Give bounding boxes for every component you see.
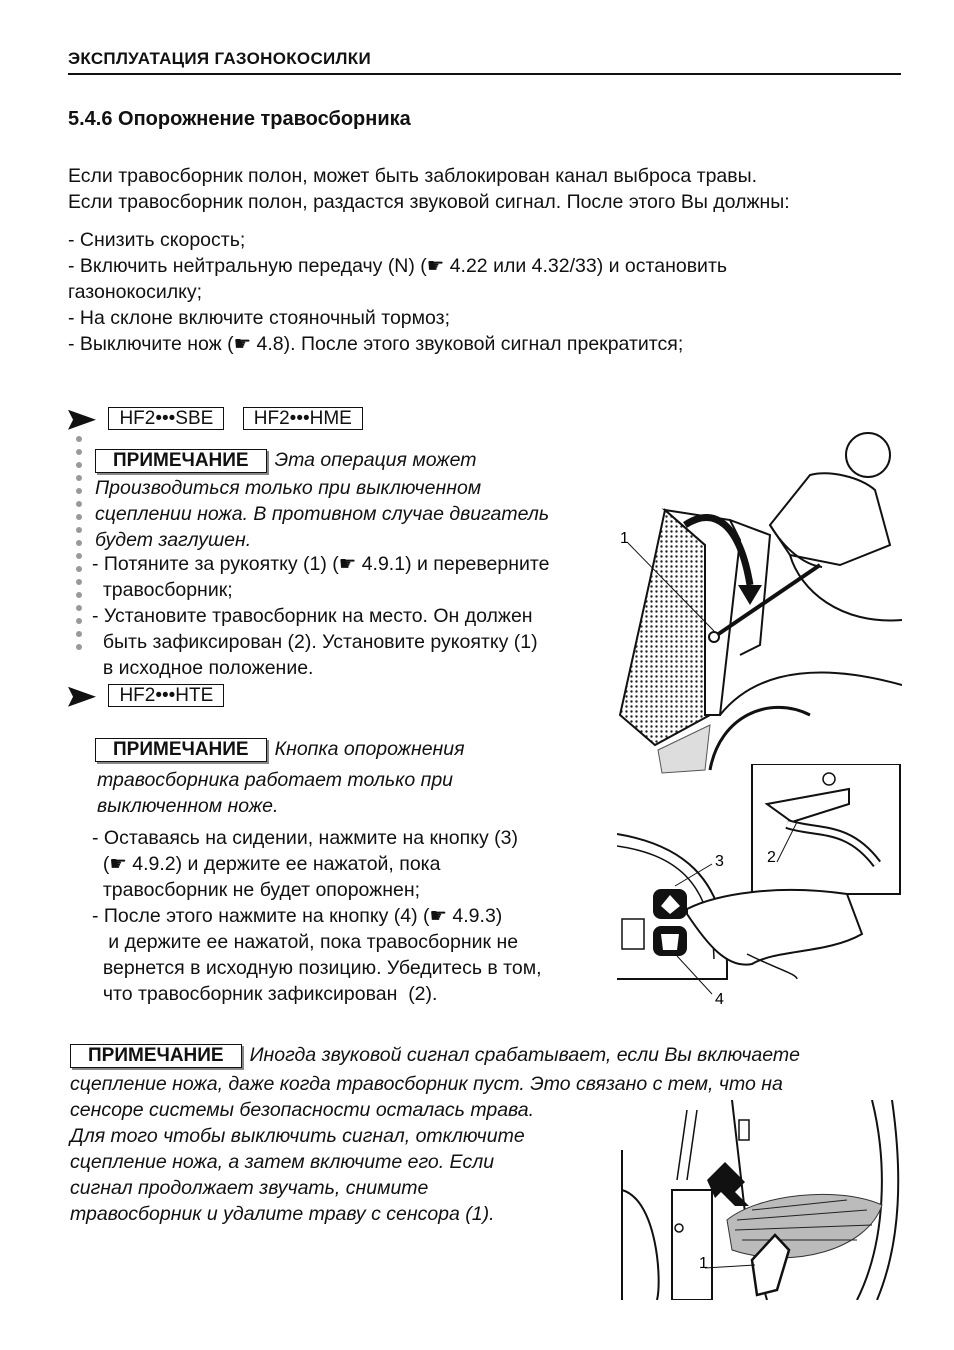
callout-sensor-1: 1	[699, 1255, 708, 1272]
step-a-line-2: травосборник;	[92, 579, 233, 601]
note-c-line-3: Для того чтобы выключить сигнал, отключите	[70, 1125, 525, 1147]
step-b-line-2: (☛ 4.9.2) и держите ее нажатой, пока	[92, 853, 441, 875]
note-a-first-text: Эта операция может	[274, 449, 477, 471]
model-label-hte: HF2•••HTE	[108, 684, 224, 707]
step-line-5: - Выключите нож (☛ 4.8). После этого звуковой сигнал прекратится;	[68, 333, 684, 355]
callout-2: 2	[767, 849, 776, 866]
note-b-first-line	[95, 736, 465, 762]
note-label-c: ПРИМЕЧАНИЕ	[70, 1044, 242, 1068]
note-c-line-6: травосборник и удалите траву с сенсора (1).	[70, 1203, 495, 1225]
arrow-marker-icon	[68, 687, 96, 707]
callout-1: 1	[620, 530, 629, 547]
section-title: 5.4.6 Опорожнение травосборника	[68, 108, 411, 130]
step-a-line-1: - Потяните за рукоятку (1) (☛ 4.9.1) и переверните	[92, 553, 550, 575]
note-c-first-line	[70, 1042, 800, 1068]
step-b-line-1: - Оставаясь на сидении, нажмите на кнопку (3)	[92, 827, 518, 849]
page-header: ЭКСПЛУАТАЦИЯ ГАЗОНОКОСИЛКИ	[68, 49, 901, 75]
grass-catcher-tipping-illustration	[610, 415, 902, 775]
dotted-margin-a	[76, 436, 84, 657]
note-c-line-4: сцепление ножа, а затем включите его. Если	[70, 1151, 495, 1173]
note-a-line-2: сцеплении ножа. В противном случае двигатель	[95, 503, 550, 525]
step-b-line-4: - После этого нажмите на кнопку (4) (☛ 4.9.3)	[92, 905, 503, 927]
note-b-first-text: Кнопка опорожнения	[274, 738, 465, 760]
step-line-1: - Снизить скорость;	[68, 229, 246, 251]
step-b-line-6: вернется в исходную позицию. Убедитесь в том,	[92, 957, 542, 979]
emptying-buttons-illustration	[617, 764, 902, 1009]
note-b-line-1: травосборника работает только при	[97, 769, 454, 791]
callout-3: 3	[715, 853, 724, 870]
note-a-line-3: будет заглушен.	[95, 529, 252, 551]
model-row-a	[68, 407, 363, 430]
step-b-line-7: что травосборник зафиксирован (2).	[92, 983, 438, 1005]
step-b-line-5: и держите ее нажатой, пока травосборник не	[92, 931, 519, 953]
step-a-line-5: в исходное положение.	[92, 657, 314, 679]
sensor-grass-illustration	[617, 1100, 902, 1300]
step-a-line-4: быть зафиксирован (2). Установите рукоятку (1)	[92, 631, 538, 653]
note-b-line-2: выключенном ноже.	[97, 795, 279, 817]
arrow-marker-icon	[68, 410, 96, 430]
note-label-a: ПРИМЕЧАНИЕ	[95, 449, 267, 473]
note-a-first-line	[95, 447, 476, 473]
note-c-first-text: Иногда звуковой сигнал срабатывает, если Вы включаете	[249, 1044, 800, 1066]
note-label-b: ПРИМЕЧАНИЕ	[95, 738, 267, 762]
callout-4: 4	[715, 991, 724, 1008]
model-label-hme: HF2•••HME	[243, 407, 363, 430]
note-c-line-5: сигнал продолжает звучать, снимите	[70, 1177, 429, 1199]
step-line-3: газонокосилку;	[68, 281, 203, 303]
step-b-line-3: травосборник не будет опорожнен;	[92, 879, 421, 901]
step-a-line-3: - Установите травосборник на место. Он должен	[92, 605, 533, 627]
note-a-line-1: Производиться только при выключенном	[95, 477, 482, 499]
intro-line-1: Если травосборник полон, может быть заблокирован канал выброса травы.	[68, 165, 758, 187]
intro-line-2: Если травосборник полон, раздастся звуковой сигнал. После этого Вы должны:	[68, 191, 790, 213]
step-line-4: - На склоне включите стояночный тормоз;	[68, 307, 451, 329]
model-row-b	[68, 684, 224, 707]
model-label-sbe: HF2•••SBE	[108, 407, 224, 430]
note-c-line-1: сцепление ножа, даже когда травосборник пуст. Это связано с тем, что на	[70, 1073, 783, 1095]
note-c-line-2: сенсоре системы безопасности осталась трава.	[70, 1099, 535, 1121]
step-line-2: - Включить нейтральную передачу (N) (☛ 4.22 или 4.32/33) и остановить	[68, 255, 728, 277]
